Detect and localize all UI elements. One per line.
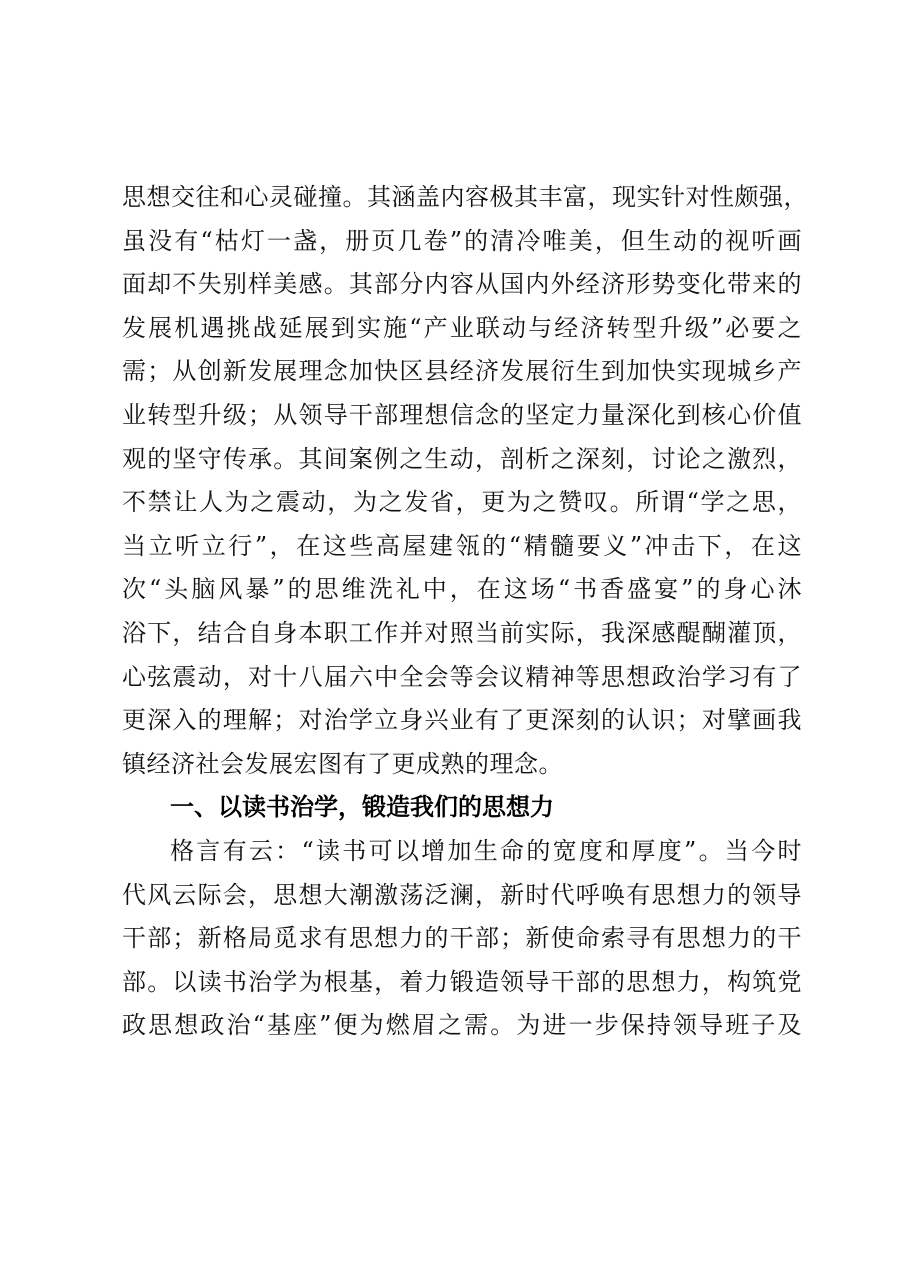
paragraph-line: 部。以读书治学为根基，着力锻造领导干部的思想力，构筑党 xyxy=(122,967,802,996)
paragraph-line: 发展机遇挑战延展到实施“产业联动与经济转型升级”必要之 xyxy=(122,313,802,342)
paragraph-line: 浴下，结合自身本职工作并对照当前实际，我深感醍醐灌顶， xyxy=(122,618,802,647)
paragraph-line: 业转型升级；从领导干部理想信念的坚定力量深化到核心价值 xyxy=(122,400,802,429)
paragraph-line: 格言有云：“读书可以增加生命的宽度和厚度”。当今时 xyxy=(170,836,802,865)
paragraph-2 xyxy=(122,830,802,1048)
paragraph-line: 思想交往和心灵碰撞。其涵盖内容极其丰富，现实针对性颇强， xyxy=(122,183,808,211)
paragraph-line: 更深入的理解；对治学立身兴业有了更深刻的认识；对擘画我 xyxy=(122,706,802,735)
document-body xyxy=(122,176,808,1048)
paragraph-1 xyxy=(122,176,808,786)
paragraph-line: 面却不失别样美感。其部分内容从国内外经济形势变化带来的 xyxy=(122,270,802,299)
paragraph-line: 心弦震动，对十八届六中全会等会议精神等思想政治学习有了 xyxy=(122,662,802,691)
paragraph-line: 不禁让人为之震动，为之发省，更为之赞叹。所谓“学之思， xyxy=(122,488,802,517)
paragraph-line: 代风云际会，思想大潮激荡泛澜，新时代呼唤有思想力的领导 xyxy=(122,880,802,909)
paragraph-line: 镇经济社会发展宏图有了更成熟的理念。 xyxy=(122,749,563,778)
paragraph-line: 当立听立行”，在这些高屋建瓴的“精髓要义”冲击下，在这 xyxy=(122,531,802,560)
paragraph-line: 观的坚守传承。其间案例之生动，剖析之深刻，讨论之激烈， xyxy=(122,444,802,473)
paragraph-line: 需；从创新发展理念加快区县经济发展衍生到加快实现城乡产 xyxy=(122,357,802,386)
paragraph-line: 次“头脑风暴”的思维洗礼中，在这场“书香盛宴”的身心沐 xyxy=(122,575,802,604)
paragraph-line: 干部；新格局觅求有思想力的干部；新使命索寻有思想力的干 xyxy=(122,924,802,953)
paragraph-line: 政思想政治“基座”便为燃眉之需。为进一步保持领导班子及 xyxy=(122,1011,802,1040)
section-heading: 一、以读书治学，锻造我们的思想力 xyxy=(170,793,554,822)
paragraph-line: 虽没有“枯灯一盏，册页几卷”的清冷唯美，但生动的视听画 xyxy=(122,226,802,255)
